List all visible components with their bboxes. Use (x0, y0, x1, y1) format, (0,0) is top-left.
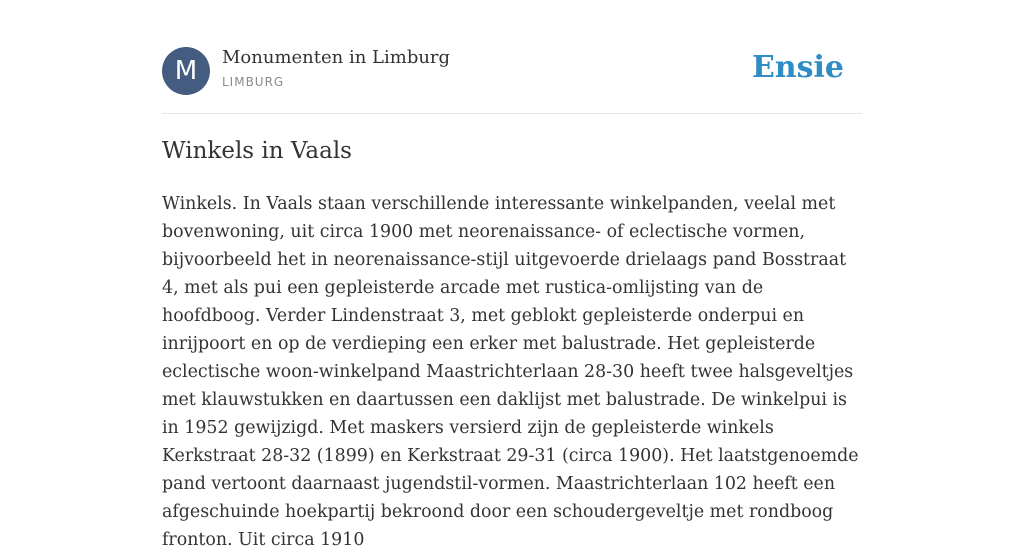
article-title: Winkels in Vaals (162, 138, 352, 164)
ensie-logo[interactable]: Ensie (751, 50, 844, 85)
collection-header (162, 47, 862, 95)
collection-title-link[interactable]: Monumenten in Limburg (222, 47, 451, 68)
header-divider (162, 113, 862, 114)
collection-avatar[interactable]: M (162, 47, 210, 95)
collection-category: LIMBURG (222, 75, 285, 89)
article-body: Winkels. In Vaals staan verschillende interessante winkelpanden, veelal met bovenwoning, uit circa 1900 met neorenaissance- of eclectische vormen, bijvoorbeeld het in neorenaissance-stijl uitgevoerde drielaags pand Bosstraat 4, met als pui een gepleisterde arcade met rustica-omlijsting van de hoofdboog. Verder Lindenstraat 3, met geblokt gepleisterde onderpui en inrijpoort en op de verdieping een erker met balustrade. Het gepleisterde eclectische woon-winkelpand Maastrichterlaan 28-30 heeft twee halsgeveltjes met klauwstukken en daartussen een daklijst met balustrade. De winkelpui is in 1952 gewijzigd. Met maskers versierd zijn de gepleisterde winkels Kerkstraat 28-32 (1899) en Kerkstraat 29-31 (circa 1900). Het laatstgenoemde pand vertoont daarnaast jugendstil-vormen. Maastrichterlaan 102 heeft een afgeschuinde hoekpartij bekroond door een schoudergeveltje met rondboog fronton. Uit circa 1910 (162, 194, 859, 550)
